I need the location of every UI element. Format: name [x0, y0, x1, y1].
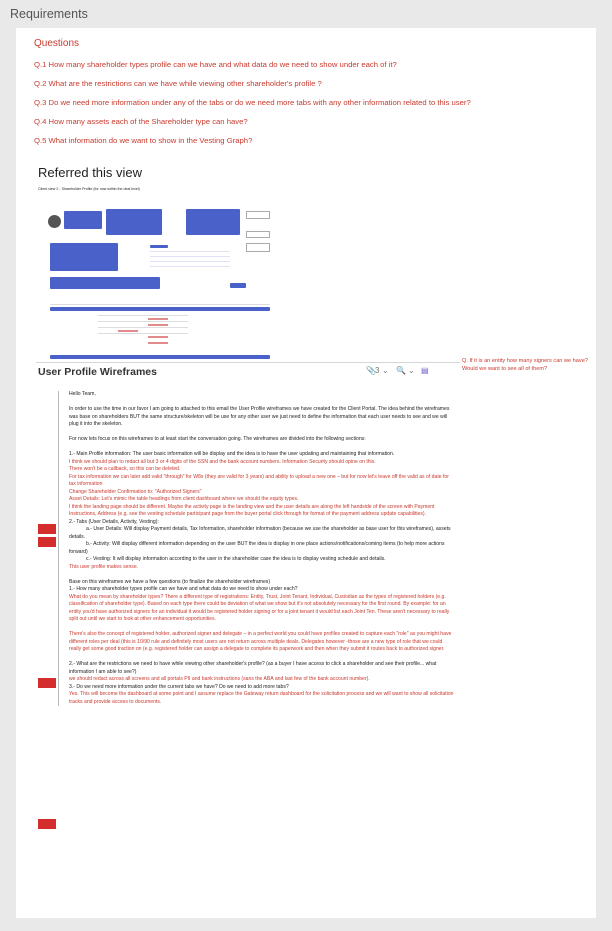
reference-caption: Client view 2 - Shareholder Profile (for now within the deal level): [38, 187, 140, 191]
paragraph-gap: [69, 399, 454, 407]
reference-screenshot: [38, 187, 270, 373]
paragraph-gap: [69, 429, 454, 437]
red-marker: [38, 524, 56, 534]
email-paragraph: Base on this wireframes we have a few questions (to finalize the shareholder wireframes) 1.- How many shareholder types profile can we have and what data do we need to show under each?: [69, 578, 298, 592]
red-marker: [38, 819, 56, 829]
thumb-line: [98, 321, 188, 322]
email-paragraph: For now lets focus on this wireframes to at least start the conversation going. The wireframes are divided into the following sections:: [69, 436, 366, 442]
email-paragraph: I think we should plan to redact all but 3 or 4 digits of the SSN and the bank account numbers. Information Security should opine on this. There won't be a callback, so this can be deleted. For tax information we can later add valid "through" for W8s (they are valid for 3 years) and ability to upload a new one – but for now let's leave off the valid as of date for tax information Change Shareholder Confirmation to: "Authorized Signers" Asset Details: Let's mimic the table headings from client dashboard where we should the equity types. I think the landing page should be different. Maybe the activity page is the landing view and the user details are along the left handside of the screen with Payment Instructions, Address (e.g. see the vesting schedule participant page from the buyer portal click through for format of the payment address update capabilities).: [69, 458, 449, 517]
thumb-block: [50, 243, 118, 271]
thumb-row: [150, 256, 230, 257]
email-paragraph: There's also the concept of registered holder, authorized signer and delegate – in a perfect world you could have profiles created to capture each "role" as you might have different roles per deal (this is 10/90 rule and definitely most users are not return across multiple deals. Delegates however -those are a new type of role that we could really get some good traction on (e.g. registered holder can assign a delegate to complete its paperwork and then when they submit it routes back to authorized signer.: [69, 631, 453, 652]
email-paragraph: 2.- What are the restrictions we need to have while viewing other shareholder's profile? (as a buyer I have access to click a shareholder and see their profile... what information I am able to see?): [69, 661, 438, 675]
question-item: Q.2 What are the restrictions can we have while viewing other shareholder's profile ?: [34, 79, 322, 88]
side-question: Q. If it is an entity how many signers can we have? Would we want to see all of them?: [462, 358, 588, 372]
attachment-count: 3: [375, 366, 380, 375]
thumb-line: [50, 304, 270, 305]
chevron-down-icon[interactable]: ⌄: [408, 366, 415, 375]
thumb-red-bar: [148, 336, 168, 338]
questions-heading: Questions: [34, 38, 80, 49]
thumb-line: [98, 333, 188, 334]
question-item: Q.4 How many assets each of the Shareholder type can have?: [34, 117, 248, 126]
email-viewer: [36, 362, 460, 918]
thumb-red-bar: [148, 342, 168, 344]
thumb-line: [98, 315, 188, 316]
red-marker: [38, 678, 56, 688]
paragraph-gap: [69, 624, 454, 632]
page-title: Requirements: [10, 7, 88, 21]
red-marker: [38, 537, 56, 547]
email-paragraph: In order to use the time in our favor I am going to attached to this email the User Profile wireframes we have created for the Client Portal. The idea behind the wireframes was base on shareholders BUT the same structure/skeleton will be use for any other user we just need to define the information that each user needs to see and we will plug it into the skeleton.: [69, 406, 451, 427]
questions-list: [34, 60, 589, 155]
paragraph-gap: [69, 571, 454, 579]
email-paragraph: Hello Team,: [69, 391, 96, 397]
thumb-box: [246, 243, 270, 252]
thumb-block: [50, 277, 160, 289]
thumb-red-bar: [148, 318, 168, 320]
email-paragraph: 3.- Do we need more information under the current tabs we have? Do we need to add more tabs?: [69, 683, 289, 690]
thumb-line: [98, 327, 188, 328]
thumb-block: [64, 211, 102, 229]
email-paragraph: we should redact across all screens and all portals PII and bank instructions (sans the ABA and last few of the bank account number).: [69, 676, 370, 682]
email-body: [58, 391, 454, 706]
thumb-row: [150, 261, 230, 262]
thumb-block: [106, 209, 162, 235]
reference-heading: Referred this view: [38, 165, 143, 180]
question-item: Q.1 How many shareholder types profile can we have and what data do we need to show under each of it?: [34, 60, 397, 69]
question-item: Q.5 What information do we want to show in the Vesting Graph?: [34, 136, 253, 145]
email-paragraph: 2.- Tabs (User Details, Activity, Vesting): a.- User Details: Will display Payment details, Tax Information, shareholder information (because we use the shareholder as base user for this wireframes), assets details. b.- Activity: Will display different information depending on the user BUT the idea is display in one place actions/notifications/coming items (to help more actions forward) c.- Vesting: It will display information according to the user in the shareholder case the idea is to display vesting schedule and details.: [69, 518, 451, 562]
thumb-block: [50, 355, 270, 359]
attachment-icon[interactable]: 📎: [366, 366, 376, 375]
paragraph-gap: [69, 654, 454, 662]
avatar: [48, 215, 61, 228]
thumb-block: [230, 283, 246, 288]
thumb-block: [150, 245, 168, 248]
thumb-block: [186, 209, 240, 235]
email-subject: User Profile Wireframes: [38, 366, 157, 378]
zoom-icon[interactable]: 🔍: [396, 366, 406, 375]
chevron-down-icon[interactable]: ⌄: [382, 366, 389, 375]
email-paragraph: What do you mean by shareholder types? There a different type of registrations: Entity, Trust, Joint Tenant, Individual, Custodian as the types of registered holders (e.g. classification of shareholder type). Based on each type there could be deviation of what we show but it's not absolutely necessary for the first round. By example: for an entity you'd have authorized signers for an individual it would be registered holder signing or for a joint tenant it would list each Joint Ten. These aren't necessary to really split out until we start to look at other enhancement opportunities.: [69, 593, 451, 622]
question-item: Q.3 Do we need more information under any of the tabs or do we need more tabs with any other information related to this user?: [34, 98, 471, 107]
email-paragraph: 1.- Main Profile information: The user basic information will be display and the idea is to have the user updating and maintaining that information.: [69, 451, 395, 457]
email-paragraph: This user profile makes sense.: [69, 563, 139, 570]
thumb-box: [246, 231, 270, 238]
popout-icon[interactable]: ▤: [421, 366, 429, 375]
email-paragraph: Yes. This will become the dashboard at some point and I assume replace the Gateway return dashboard for the solicitation process and we will want to show all solicitation tracks and provide access to documents.: [69, 691, 455, 705]
thumb-box: [246, 211, 270, 219]
paragraph-gap: [69, 444, 454, 452]
requirements-card: [16, 28, 596, 918]
thumb-row: [150, 251, 230, 252]
thumb-row: [150, 266, 230, 267]
thumb-red-bar: [118, 330, 138, 332]
thumb-block: [50, 307, 270, 311]
thumb-red-bar: [148, 324, 168, 326]
